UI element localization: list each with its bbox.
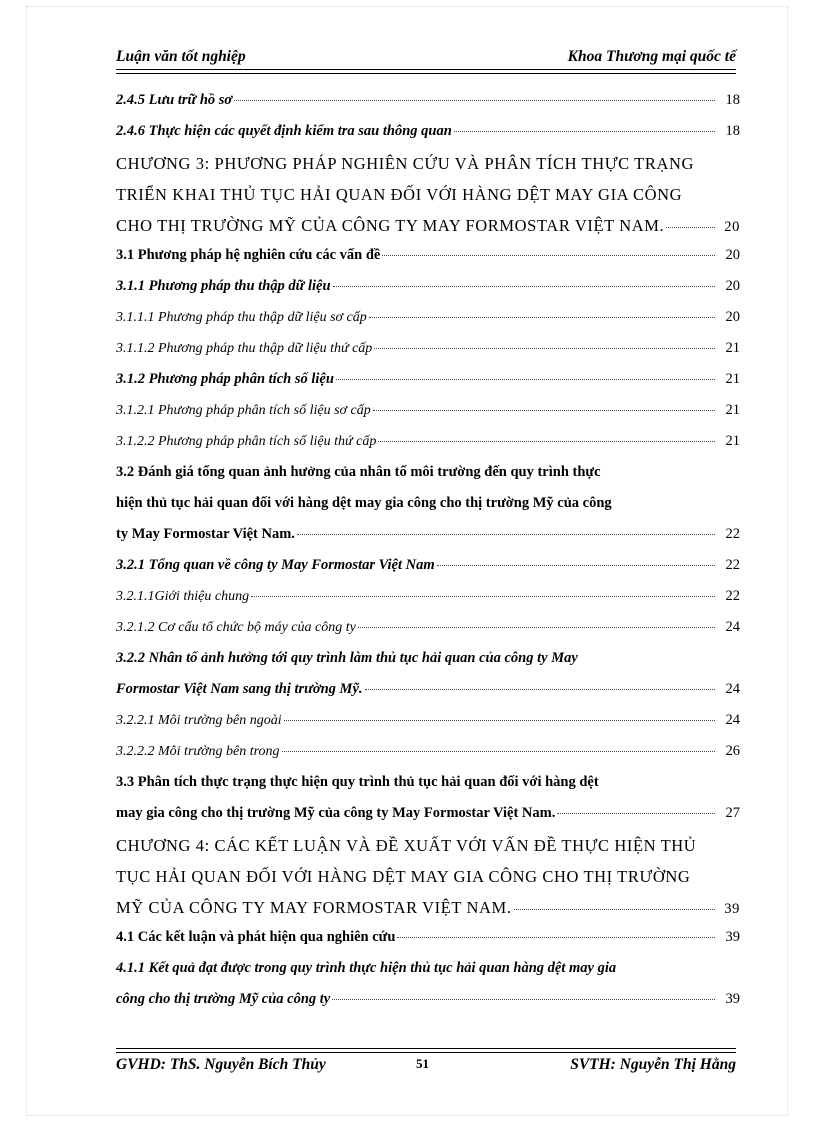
- toc-page-number: 22: [725, 588, 740, 604]
- toc-page-number: 21: [725, 340, 740, 356]
- toc-entry[interactable]: [116, 309, 740, 340]
- toc-leader-dots: [297, 533, 715, 535]
- toc-title-line: CHƯƠNG 4: CÁC KẾT LUẬN VÀ ĐỀ XUẤT VỚI VẤN ĐỀ THỰC HIỆN THỦ: [116, 836, 697, 855]
- header-left: Luận văn tốt nghiệp: [116, 48, 246, 65]
- toc-leader-dots: [374, 347, 715, 349]
- toc-row: [116, 898, 740, 924]
- toc-title: MỸ CỦA CÔNG TY MAY FORMOSTAR VIỆT NAM.: [116, 898, 512, 917]
- toc-leader-dots: [514, 908, 715, 910]
- toc-leader-dots: [332, 998, 715, 1000]
- toc-page-number: 20: [725, 278, 740, 294]
- toc-title: 2.4.5 Lưu trữ hồ sơ: [116, 92, 233, 108]
- toc-title-line: 3.2.2 Nhân tố ảnh hưởng tới quy trình làm thủ tục hải quan của công ty May: [116, 650, 578, 666]
- toc-leader-dots: [282, 750, 715, 752]
- toc-page-number: 39: [725, 991, 740, 1007]
- footer-supervisor: GVHD: ThS. Nguyễn Bích Thủy: [116, 1056, 326, 1073]
- toc-row: [116, 402, 740, 428]
- toc-page-number: 20: [724, 219, 740, 235]
- toc-title-line: CHƯƠNG 3: PHƯƠNG PHÁP NGHIÊN CỨU VÀ PHÂN TÍCH THỰC TRẠNG: [116, 154, 695, 173]
- toc-page-number: 26: [725, 743, 740, 759]
- toc-title: ty May Formostar Việt Nam.: [116, 526, 295, 542]
- toc-row: [116, 123, 740, 149]
- footer-student: SVTH: Nguyễn Thị Hằng: [570, 1056, 736, 1073]
- toc-entry[interactable]: [116, 154, 740, 247]
- toc-leader-dots: [397, 936, 715, 938]
- toc-leader-dots: [284, 719, 715, 721]
- toc-title: 3.2.1 Tổng quan về công ty May Formostar Việt Nam: [116, 557, 435, 573]
- toc-title: Formostar Việt Nam sang thị trường Mỹ.: [116, 681, 363, 697]
- toc-title-line: 3.2 Đánh giá tổng quan ảnh hưởng của nhân tố môi trường đến quy trình thực: [116, 464, 601, 480]
- toc-page-number: 20: [725, 309, 740, 325]
- toc-title-line: hiện thủ tục hải quan đối với hàng dệt may gia công cho thị trường Mỹ của công: [116, 495, 612, 511]
- toc-leader-dots: [437, 564, 715, 566]
- toc-title: 3.1.2 Phương pháp phân tích số liệu: [116, 371, 334, 387]
- toc-row: [116, 712, 740, 738]
- toc-entry[interactable]: [116, 123, 740, 154]
- toc-entry[interactable]: [116, 402, 740, 433]
- toc-row: [116, 371, 740, 397]
- toc-row: [116, 619, 740, 645]
- toc-row: [116, 526, 740, 552]
- toc-title: 3.1 Phương pháp hệ nghiên cứu các vấn đề: [116, 247, 381, 263]
- toc-page-number: 24: [725, 712, 740, 728]
- toc-title: 3.2.1.2 Cơ cấu tổ chức bộ máy của công ty: [116, 620, 356, 635]
- toc-row: [116, 216, 740, 242]
- toc-entry[interactable]: [116, 929, 740, 960]
- page-footer: [116, 1056, 736, 1080]
- toc-title: 3.1.1 Phương pháp thu thập dữ liệu: [116, 278, 331, 294]
- toc-title: 4.1 Các kết luận và phát hiện qua nghiên cứu: [116, 929, 396, 945]
- header-right: Khoa Thương mại quốc tế: [567, 48, 736, 65]
- toc-entry[interactable]: [116, 92, 740, 123]
- toc-entry[interactable]: [116, 619, 740, 650]
- toc-entry[interactable]: [116, 464, 740, 557]
- toc-entry[interactable]: [116, 588, 740, 619]
- toc-page-number: 22: [725, 557, 740, 573]
- toc-leader-dots: [251, 595, 715, 597]
- toc-leader-dots: [666, 226, 715, 228]
- toc-page-number: 27: [725, 805, 740, 821]
- toc-entry[interactable]: [116, 774, 740, 836]
- toc-entry[interactable]: [116, 743, 740, 774]
- toc-leader-dots: [373, 409, 715, 411]
- toc-leader-dots: [454, 130, 715, 132]
- toc-leader-dots: [369, 316, 715, 318]
- header-rule: [116, 69, 736, 74]
- toc-title: CHO THỊ TRƯỜNG MỸ CỦA CÔNG TY MAY FORMOSTAR VIỆT NAM.: [116, 216, 665, 235]
- footer-rule: [116, 1048, 736, 1053]
- toc-title-line: 4.1.1 Kết quả đạt được trong quy trình thực hiện thủ tục hải quan hàng dệt may gia: [116, 960, 617, 976]
- toc-row: [116, 247, 740, 273]
- toc-entry[interactable]: [116, 247, 740, 278]
- toc-page-number: 24: [725, 681, 740, 697]
- toc-leader-dots: [333, 285, 715, 287]
- toc-title: 3.2.2.2 Môi trường bên trong: [116, 744, 280, 759]
- toc-leader-dots: [358, 626, 715, 628]
- toc-row: [116, 588, 740, 614]
- toc-leader-dots: [336, 378, 715, 380]
- toc-entry[interactable]: [116, 650, 740, 712]
- toc-page-number: 20: [725, 247, 740, 263]
- toc-page-number: 18: [725, 123, 740, 139]
- toc-title: 3.1.2.2 Phương pháp phân tích số liệu thứ cấp: [116, 434, 377, 449]
- toc-entry[interactable]: [116, 836, 740, 929]
- toc-row: [116, 743, 740, 769]
- toc-title: 3.1.2.1 Phương pháp phân tích số liệu sơ cấp: [116, 403, 371, 418]
- toc-row: [116, 805, 740, 831]
- toc-row: [116, 929, 740, 955]
- toc-leader-dots: [365, 688, 715, 690]
- toc-leader-dots: [382, 254, 715, 256]
- toc-title: 3.1.1.1 Phương pháp thu thập dữ liệu sơ cấp: [116, 310, 367, 325]
- toc-page-number: 24: [725, 619, 740, 635]
- toc-title: công cho thị trường Mỹ của công ty: [116, 991, 331, 1007]
- page-number: 51: [416, 1056, 429, 1071]
- toc-page-number: 39: [724, 901, 740, 917]
- toc-row: [116, 92, 740, 118]
- toc-title: 3.1.1.2 Phương pháp thu thập dữ liệu thứ cấp: [116, 341, 373, 356]
- toc-page-number: 21: [725, 402, 740, 418]
- toc-title-line: 3.3 Phân tích thực trạng thực hiện quy trình thủ tục hải quan đối với hàng dệt: [116, 774, 599, 790]
- toc-title-line: TRIỂN KHAI THỦ TỤC HẢI QUAN ĐỐI VỚI HÀNG DỆT MAY GIA CÔNG: [116, 185, 683, 204]
- toc-entry[interactable]: [116, 371, 740, 402]
- toc-page-number: 21: [725, 371, 740, 387]
- toc-leader-dots: [378, 440, 715, 442]
- toc-entry[interactable]: [116, 433, 740, 464]
- toc-leader-dots: [234, 99, 715, 101]
- toc-title-line: TỤC HẢI QUAN ĐỐI VỚI HÀNG DỆT MAY GIA CÔNG CHO THỊ TRƯỜNG: [116, 867, 691, 886]
- toc-row: [116, 991, 740, 1017]
- toc-title: 3.2.1.1Giới thiệu chung: [116, 589, 250, 604]
- toc-page-number: 18: [725, 92, 740, 108]
- toc-row: [116, 557, 740, 583]
- toc-page-number: 39: [725, 929, 740, 945]
- toc-row: [116, 681, 740, 707]
- toc-entry[interactable]: [116, 712, 740, 743]
- toc-entry[interactable]: [116, 557, 740, 588]
- toc-row: [116, 309, 740, 335]
- toc-row: [116, 433, 740, 459]
- toc-row: [116, 340, 740, 366]
- toc-row: [116, 278, 740, 304]
- toc-page-number: 21: [725, 433, 740, 449]
- toc-page-number: 22: [725, 526, 740, 542]
- toc-title: may gia công cho thị trường Mỹ của công ty May Formostar Việt Nam.: [116, 805, 556, 821]
- toc-entry[interactable]: [116, 340, 740, 371]
- toc-entry[interactable]: [116, 960, 740, 1022]
- toc-leader-dots: [557, 812, 715, 814]
- toc-title: 2.4.6 Thực hiện các quyết định kiểm tra sau thông quan: [116, 123, 452, 139]
- page-header: [116, 44, 736, 70]
- toc-entry[interactable]: [116, 278, 740, 309]
- toc-title: 3.2.2.1 Môi trường bên ngoài: [116, 713, 282, 728]
